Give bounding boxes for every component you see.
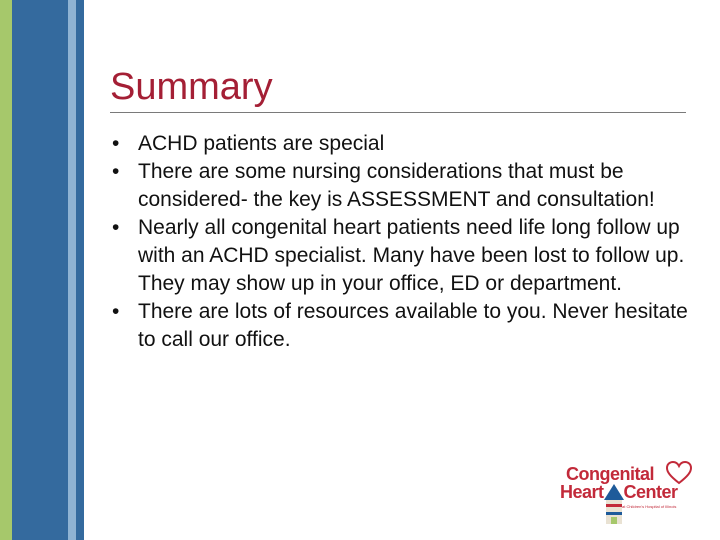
- bullet-item: [110, 130, 690, 158]
- logo-line-1: Congenital: [566, 464, 654, 484]
- bullet-item: [110, 214, 690, 298]
- bullet-text: Nearly all congenital heart patients need life long follow up with an ACHD specialist. Many have been lost to follow up. They may show up in your office, ED or department.: [138, 216, 685, 295]
- slide-title: Summary: [110, 66, 273, 108]
- logo-word-heart: Heart: [560, 482, 604, 502]
- bullet-dot: •: [112, 216, 120, 239]
- congenital-heart-center-logo: [556, 460, 696, 526]
- bullet-text: There are some nursing considerations that must be considered- the key is ASSESSMENT and consultation!: [138, 160, 655, 211]
- bullet-text: ACHD patients are special: [138, 132, 385, 155]
- sidebar-band: [0, 0, 84, 540]
- logo-word-center: Center: [623, 482, 678, 502]
- bullet-item: [110, 298, 690, 354]
- bullet-dot: •: [112, 300, 120, 323]
- bullet-dot: •: [112, 160, 120, 183]
- sidebar-light-stripe: [68, 0, 76, 540]
- bullet-item: [110, 158, 690, 214]
- title-divider: [110, 112, 686, 113]
- logo-tagline: at Children's Hospital of Illinois: [622, 504, 677, 509]
- bullet-dot: •: [112, 132, 120, 155]
- bullet-list: [110, 130, 690, 354]
- bullet-text: There are lots of resources available to you. Never hesitate to call our office.: [138, 300, 688, 351]
- sidebar-green-stripe: [0, 0, 12, 540]
